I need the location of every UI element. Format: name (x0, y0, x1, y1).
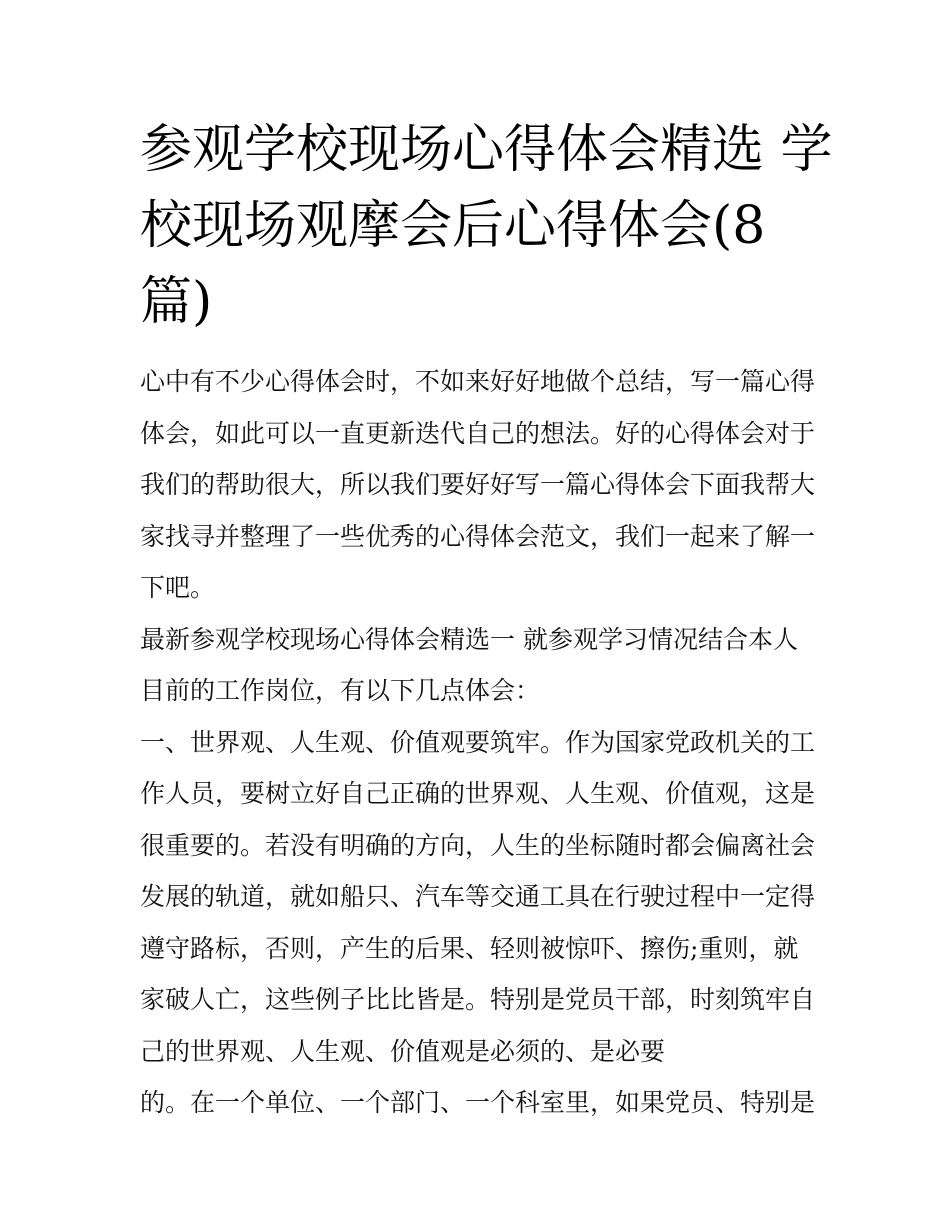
title-line: 篇) (140, 272, 213, 332)
text-line: 遵守路标，否则，产生的后果、轻则被惊吓、擦伤;重则，就 (140, 933, 799, 963)
text-line: 最新参观学校现场心得体会精选一 就参观学习情况结合本人 (140, 624, 798, 654)
title-line: 校现场观摩会后心得体会(8 (140, 196, 766, 256)
text-line: 心中有不少心得体会时，不如来好好地做个总结，写一篇心得 (140, 367, 816, 396)
text-line: 己的世界观、人生观、价值观是必须的、是必要 (140, 1036, 666, 1066)
text-line: 一、世界观、人生观、价值观要筑牢。作为国家党政机关的工 (140, 727, 816, 757)
text-line: 目前的工作岗位，有以下几点体会： (140, 676, 541, 705)
text-line: 很重要的。若没有明确的方向，人生的坐标随时都会偏离社会 (140, 830, 816, 860)
text-line: 家找寻并整理了一些优秀的心得体会范文，我们一起来了解一 (140, 521, 816, 551)
text-line: 发展的轨道，就如船只、汽车等交通工具在行驶过程中一定得 (140, 882, 816, 911)
text-line: 家破人亡，这些例子比比皆是。特别是党员干部，时刻筑牢自 (140, 985, 816, 1014)
section-heading-paragraph (140, 614, 820, 717)
page-title (140, 112, 833, 340)
document-body (140, 356, 820, 1129)
body-paragraph (140, 1077, 820, 1129)
body-paragraph (140, 717, 820, 1078)
text-line: 体会，如此可以一直更新迭代自己的想法。好的心得体会对于 (140, 418, 816, 448)
text-line: 的。在一个单位、一个部门、一个科室里，如果党员、特别是 (140, 1088, 816, 1117)
intro-paragraph (140, 356, 820, 614)
text-line: 作人员，要树立好自己正确的世界观、人生观、价值观，这是 (140, 779, 816, 808)
text-line: 我们的帮助很大，所以我们要好好写一篇心得体会下面我帮大 (140, 470, 816, 499)
text-line: 下吧。 (140, 573, 216, 602)
title-line: 参观学校现场心得体会精选 学 (140, 120, 833, 180)
